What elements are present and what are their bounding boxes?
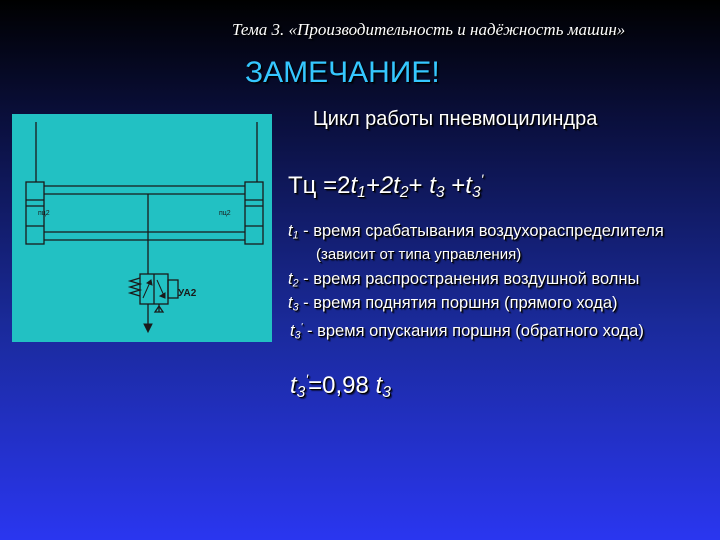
def-prime: ' xyxy=(300,322,303,334)
down-arrow-icon xyxy=(144,324,152,332)
definition-t3 xyxy=(288,292,618,316)
page-heading: ЗАМЕЧАНИЕ! xyxy=(245,56,440,89)
pneumatic-diagram xyxy=(12,114,272,342)
def-sub: 1 xyxy=(292,229,299,242)
def-t: t xyxy=(288,270,293,288)
def-text: - время распространения воздушной волны xyxy=(298,270,640,288)
formula-plus2: +2 xyxy=(365,172,394,199)
formula-sub2: 2 xyxy=(399,183,409,201)
final-sub2: 3 xyxy=(382,383,391,401)
def-t: t xyxy=(290,322,295,340)
definition-note: (зависит от типа управления) xyxy=(316,246,522,263)
right-cylinder xyxy=(245,182,263,244)
formula-sub1: 1 xyxy=(357,183,366,201)
def-text: - время срабатывания воздухораспределителя xyxy=(298,222,664,240)
def-sub: 3 xyxy=(292,301,299,314)
cycle-formula xyxy=(288,172,483,202)
formula-prime: ' xyxy=(480,172,484,189)
formula-sub3: 3 xyxy=(435,183,445,201)
def-text: - время поднятия поршня (прямого хода) xyxy=(298,294,618,312)
final-relation xyxy=(290,372,391,402)
final-prime: ' xyxy=(305,372,309,389)
final-t: t xyxy=(290,372,297,399)
right-cylinder-label: пц2 xyxy=(219,210,231,217)
final-t2: t xyxy=(375,372,383,399)
def-t: t xyxy=(288,294,293,312)
left-cylinder-label: пц2 xyxy=(38,210,50,217)
final-eq: =0,98 xyxy=(308,372,376,399)
def-sub: 2 xyxy=(292,277,299,290)
section-subtitle: Цикл работы пневмоцилиндра xyxy=(313,108,598,130)
definition-t1 xyxy=(288,220,664,244)
def-text: - время опускания поршня (обратного хода) xyxy=(302,322,644,340)
pneumatic-schematic xyxy=(12,114,272,342)
formula-t1: t xyxy=(350,172,358,199)
formula-plus3: + xyxy=(444,172,466,199)
topic-title: Тема 3. «Производительность и надёжность машин» xyxy=(232,20,626,39)
formula-t2: t xyxy=(393,172,400,199)
formula-sub3p: 3 xyxy=(471,183,481,201)
final-sub: 3 xyxy=(296,383,306,401)
valve-label: УА2 xyxy=(178,288,197,299)
formula-t3p: t xyxy=(465,172,472,199)
def-sub: 3 xyxy=(294,329,301,342)
def-t: t xyxy=(288,222,293,240)
formula-t3: t xyxy=(429,172,436,199)
formula-lhs: Тц =2 xyxy=(288,172,351,199)
definition-t3-prime xyxy=(290,320,644,344)
definition-t2 xyxy=(288,268,639,292)
formula-plus: + xyxy=(408,172,430,199)
